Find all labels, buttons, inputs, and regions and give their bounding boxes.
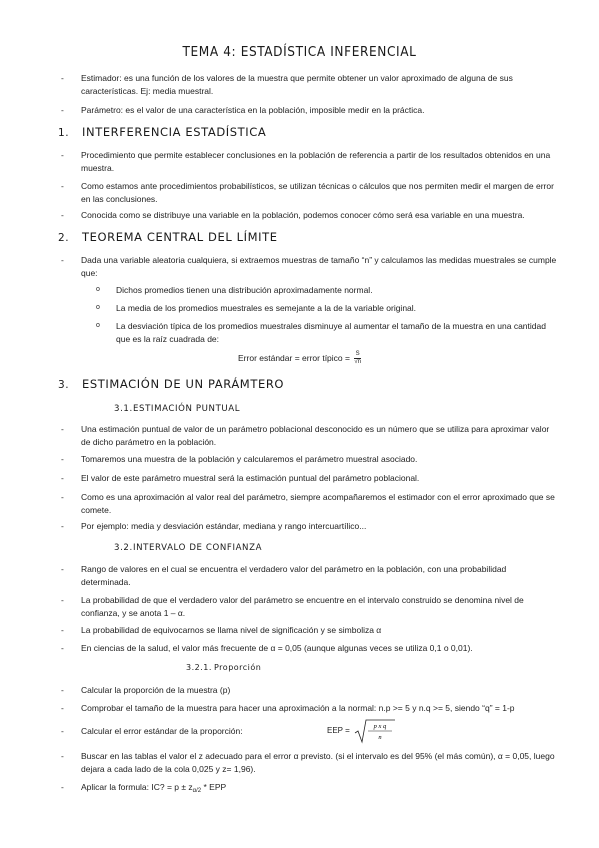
radical-sign-icon [354, 718, 396, 744]
term-label: Estimador: [81, 73, 122, 83]
sub-list-item: o La media de los promedios muestrales es semejante a la de la variable original. [96, 303, 417, 313]
list-item: - Rango de valores en el cual se encuentra el verdadero valor del parámetro en la población, con una probabilidad determinada. [61, 564, 507, 587]
list-item: - Calcular la proporción de la muestra (p) [61, 685, 231, 695]
section-heading-3 [58, 377, 284, 391]
section-heading-1 [58, 125, 266, 139]
list-item: - Comprobar el tamaño de la muestra para hacer una aproximación a la normal: n.p >= 5 y n.q >= 5, siendo “q” = 1-p [61, 703, 515, 713]
list-item: - Tomaremos una muestra de la población y calcularemos el parámetro muestral asociado. [61, 454, 418, 464]
list-item: - Como estamos ante procedimientos probabilísticos, se utilizan técnicas o cálculos que nos permiten medir el margen de error en las conclusiones. [61, 181, 554, 204]
sub-list-item: o Dichos promedios tienen una distribución aproximadamente normal. [96, 285, 373, 295]
eep-numerator: p x q [373, 723, 387, 730]
confidence-interval-formula: Aplicar la formula: IC? = $p \pm z_{\alpha/2}$ * EPP [81, 782, 227, 794]
bullet-dash: - [61, 73, 64, 83]
list-item: - Conocida como se distribuye una variable en la población, podemos conocer cómo será esa variable en una muestra. [61, 210, 525, 220]
list-item: - Como es una aproximación al valor real del parámetro, siempre acompañaremos el estimador con el error aproximado que se comete. [61, 492, 555, 515]
term-definition: es una función de los valores de la muestra que permite obtener un valor aproximado de alguna de sus características. Ej: media muestral. [81, 73, 513, 96]
subsection-heading-3-2: 3.2.INTERVALO DE CONFIANZA [114, 543, 263, 553]
list-item: - La probabilidad de equivocarnos se llama nivel de significación y se simboliza α [61, 625, 382, 635]
list-item: - Dada una variable aleatoria cualquiera, si extraemos muestras de tamaño “n” y calculamos las medidas muestrales se cumple que: [61, 255, 557, 278]
circle-bullet-icon: o [96, 304, 100, 311]
term-definition: es el valor de una característica en la población, imposible medir en la práctica. [123, 105, 425, 115]
standard-error-formula: Error estándar = error típico = $\frac{S}{√n}$ [238, 351, 361, 365]
bullet-dash: - [61, 105, 64, 115]
term-label: Parámetro: [81, 105, 124, 115]
section-number: 3. [58, 379, 70, 391]
list-item: - Calcular el error estándar de la proporción: [61, 726, 243, 736]
square-root [354, 718, 396, 744]
section-number: 1. [58, 127, 70, 139]
sub-list-item: o La desviación típica de los promedios muestrales disminuye al aumentar el tamaño de la muestra en una cantidad que es la raíz cuadrada de: [96, 321, 546, 344]
list-item: - La probabilidad de que el verdadero valor del parámetro se encuentre en el intervalo construido se denomina nivel de confianza, y se anota 1 – α. [61, 595, 524, 618]
list-item: - Buscar en las tablas el valor el z adecuado para el error α previsto. (si el intervalo es del 95% (el más común), α = 0,05, luego dejara a cada lado de la cola 0,025 y z= 1,96). [61, 751, 555, 774]
eep-formula: EEP = p x q n [327, 718, 396, 744]
subsection-heading-3-2-1: 3.2.1. Proporción [186, 663, 262, 672]
list-item: - Aplicar la formula: IC? = $p \pm z_{\alpha/2}$ * EPP [58, 781, 558, 798]
page-title: TEMA 4: ESTADÍSTICA INFERENCIAL [182, 44, 417, 60]
circle-bullet-icon: o [96, 322, 100, 329]
circle-bullet-icon: o [96, 286, 100, 293]
list-item: - Procedimiento que permite establecer conclusiones en la población de referencia a partir de los resultados obtenidos en una muestra. [61, 150, 551, 173]
subsection-heading-3-1: 3.1.ESTIMACIÓN PUNTUAL [114, 404, 241, 414]
list-item: - Por ejemplo: media y desviación estándar, mediana y rango intercuartílico... [61, 521, 367, 531]
section-title: INTERFERENCIA ESTADÍSTICA [82, 125, 267, 139]
section-title: ESTIMACIÓN DE UN PARÁMTERO [82, 377, 285, 391]
list-item: - Una estimación puntual de valor de un parámetro poblacional desconocido es un número que se utiliza para aproximar valor de dicho parámetro en la población. [61, 424, 550, 447]
list-item: - En ciencias de la salud, el valor más frecuente de α = 0,05 (aunque algunas veces se utiliza 0,1 o 0,01). [61, 643, 473, 653]
eep-denominator: n [378, 734, 382, 741]
bullet-estimador [58, 72, 558, 97]
section-number: 2. [58, 232, 70, 244]
section-heading-2 [58, 230, 278, 244]
bullet-parametro [58, 104, 558, 117]
fraction: $\frac{S}{√n}$ [354, 351, 361, 365]
list-item: - El valor de este parámetro muestral será la estimación puntual del parámetro poblacional. [61, 473, 420, 483]
section-title: TEOREMA CENTRAL DEL LÍMITE [82, 230, 278, 244]
